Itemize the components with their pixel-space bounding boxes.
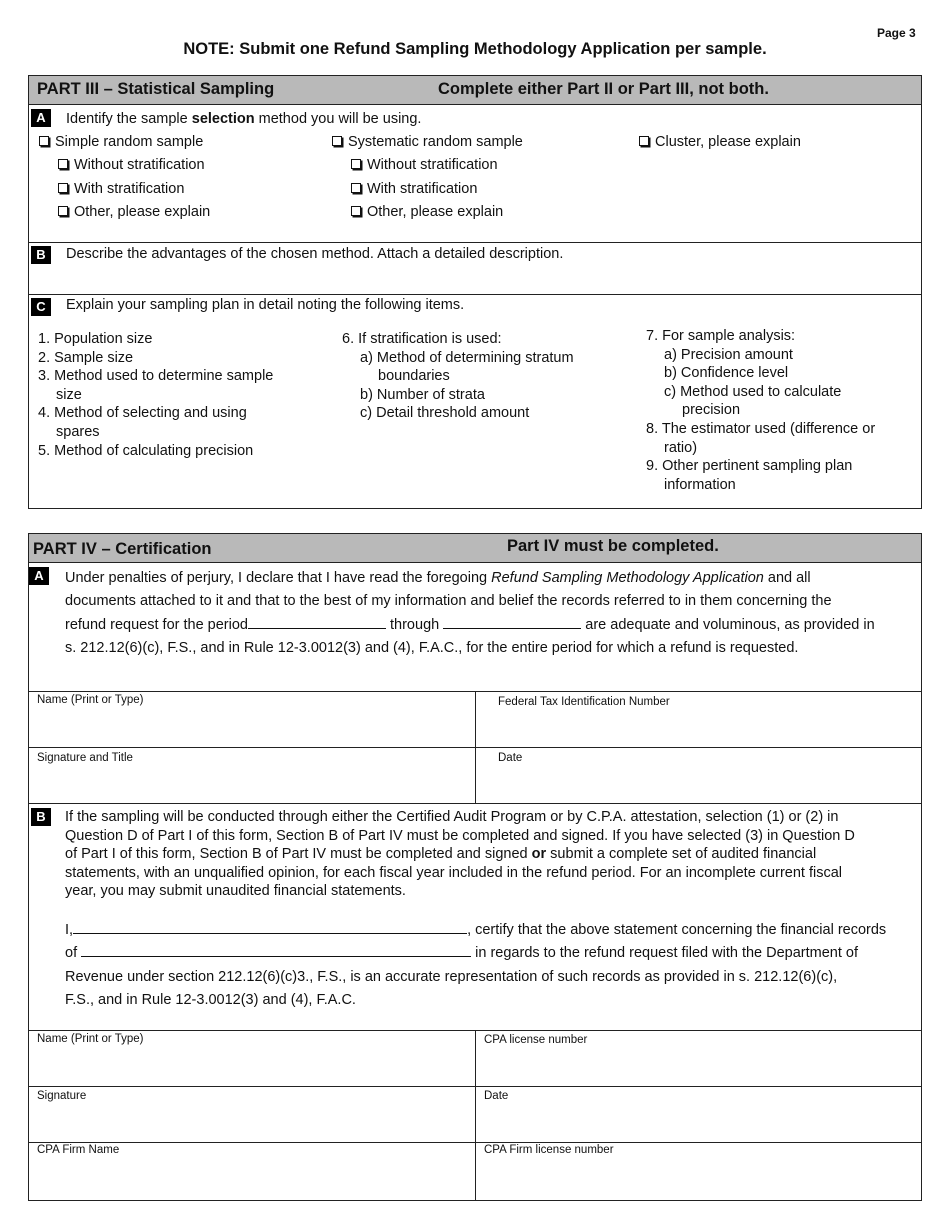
section-b-text: Describe the advantages of the chosen method. Attach a detailed description. xyxy=(66,246,564,262)
part3-subtitle: Complete either Part II or Part III, not both. xyxy=(438,80,769,98)
part3-title: PART III – Statistical Sampling xyxy=(37,80,275,98)
sampling-plan-list-2 xyxy=(342,330,574,423)
cpa-firm-name-field[interactable]: CPA Firm Name xyxy=(37,1144,120,1156)
list-item: 2. Sample size xyxy=(38,349,134,366)
part4-subtitle: Part IV must be completed. xyxy=(507,537,719,555)
list-item: spares xyxy=(56,423,100,440)
part4-section-a-label: A xyxy=(29,567,49,585)
section-a-label: A xyxy=(31,109,51,127)
cpa-signature-field[interactable]: Signature xyxy=(37,1090,87,1102)
list-item: 7. For sample analysis: xyxy=(646,328,796,344)
part3-box xyxy=(28,75,922,509)
list-item: 3. Method used to determine sample xyxy=(38,368,274,385)
systematic-with-strat-checkbox[interactable]: With stratification xyxy=(351,181,477,197)
cpa-name-field[interactable]: Name (Print or Type) xyxy=(37,1033,144,1045)
part4-title: PART IV – Certification xyxy=(33,540,212,558)
list-item: 9. Other pertinent sampling plan xyxy=(646,458,853,475)
list-item: information xyxy=(664,476,736,493)
section-a-prompt: Identify the sample selection method you will be using. xyxy=(66,111,422,127)
date-field[interactable]: Date xyxy=(498,752,523,764)
cpa-certification-statement: I, , certify that the above statement concerning the financial records of in regards to the refund request filed with the Department of Revenue under section 212.12(6)(c)3., F.S., is an accurate representation of such records as provided in s. 212.12(6)(c), F.S., and in Rule 12-3.0012(3) and (4), F.A.C. xyxy=(65,922,887,1008)
checkbox-icon[interactable] xyxy=(58,159,68,169)
divider xyxy=(29,747,921,748)
list-item: b) Number of strata xyxy=(360,386,485,403)
period-end-field[interactable] xyxy=(443,616,581,629)
list-item: 6. If stratification is used: xyxy=(342,331,502,347)
checkbox-icon[interactable] xyxy=(332,136,342,146)
systematic-random-checkbox[interactable]: Systematic random sample xyxy=(332,134,523,150)
checkbox-icon[interactable] xyxy=(351,183,361,193)
divider xyxy=(29,1142,921,1143)
cpa-instructions: If the sampling will be conducted through either the Certified Audit Program or by C.P.A. attestation, selection (1) or (2) in Question D of Part I of this form, Section B of Part IV must be completed and signed. If you have selected (3) in Question D of Part I of this form, Section B of Part IV must be completed and signed or submit a complete set of audited financial statements, with an unqualified opinion, for each fiscal year included in the refund period. For an incomplete current fiscal year, you may submit unaudited financial statements. xyxy=(65,809,855,899)
list-item: b) Confidence level xyxy=(664,365,789,382)
part4-box xyxy=(28,533,922,1201)
list-item: a) Precision amount xyxy=(664,346,793,363)
signature-title-field[interactable]: Signature and Title xyxy=(37,752,133,764)
certifier-name-field[interactable] xyxy=(73,921,467,934)
list-item: 1. Population size xyxy=(38,331,153,347)
records-of-field[interactable] xyxy=(81,944,471,957)
list-item: 5. Method of calculating precision xyxy=(38,442,254,459)
checkbox-icon[interactable] xyxy=(351,159,361,169)
section-b-label: B xyxy=(31,246,51,264)
divider xyxy=(29,242,921,243)
list-item: c) Detail threshold amount xyxy=(360,405,530,422)
cluster-checkbox[interactable]: Cluster, please explain xyxy=(639,134,801,150)
checkbox-icon[interactable] xyxy=(58,206,68,216)
name-print-field[interactable]: Name (Print or Type) xyxy=(37,694,144,706)
divider xyxy=(475,1030,476,1201)
perjury-declaration: Under penalties of perjury, I declare that I have read the foregoing Refund Sampling Methodology Application and all documents attached to it and that to the best of my information and belief the records referred to in them concerning the refund request for the period through are adequate and voluminous, as provided in s. 212.12(6)(c), F.S., and in Rule 12-3.0012(3) and (4), F.A.C., for the entire period for which a refund is requested. xyxy=(65,570,875,656)
checkbox-icon[interactable] xyxy=(351,206,361,216)
simple-other-checkbox[interactable]: Other, please explain xyxy=(58,204,210,220)
page-number: Page 3 xyxy=(877,26,916,40)
sampling-plan-list-3 xyxy=(646,327,875,494)
list-item: 8. The estimator used (difference or xyxy=(646,420,876,437)
divider xyxy=(29,803,921,804)
systematic-other-checkbox[interactable]: Other, please explain xyxy=(351,204,503,220)
sampling-plan-list-1 xyxy=(38,330,273,460)
section-c-text: Explain your sampling plan in detail noting the following items. xyxy=(66,297,465,313)
checkbox-icon[interactable] xyxy=(39,136,49,146)
simple-with-strat-checkbox[interactable]: With stratification xyxy=(58,181,184,197)
list-item: a) Method of determining stratum xyxy=(360,349,574,366)
list-item: ratio) xyxy=(664,439,698,456)
list-item: precision xyxy=(682,402,741,419)
submission-note: NOTE: Submit one Refund Sampling Methodology Application per sample. xyxy=(183,40,767,58)
part3-header xyxy=(29,76,921,105)
list-item: 4. Method of selecting and using xyxy=(38,405,247,422)
checkbox-icon[interactable] xyxy=(639,136,649,146)
checkbox-icon[interactable] xyxy=(58,183,68,193)
cpa-date-field[interactable]: Date xyxy=(484,1090,509,1102)
part4-header xyxy=(29,534,921,563)
cpa-firm-license-field[interactable]: CPA Firm license number xyxy=(484,1144,614,1156)
period-start-field[interactable] xyxy=(248,616,386,629)
simple-random-checkbox[interactable]: Simple random sample xyxy=(39,134,203,150)
divider xyxy=(29,1086,921,1087)
federal-tax-id-field[interactable]: Federal Tax Identification Number xyxy=(498,696,670,708)
part4-section-b-label: B xyxy=(31,808,51,826)
list-item: c) Method used to calculate xyxy=(664,383,842,400)
list-item: boundaries xyxy=(378,368,450,385)
list-item: size xyxy=(56,386,82,403)
systematic-without-strat-checkbox[interactable]: Without stratification xyxy=(351,157,498,173)
simple-without-strat-checkbox[interactable]: Without stratification xyxy=(58,157,205,173)
divider xyxy=(29,294,921,295)
section-c-label: C xyxy=(31,298,51,316)
cpa-license-number-field[interactable]: CPA license number xyxy=(484,1034,588,1046)
